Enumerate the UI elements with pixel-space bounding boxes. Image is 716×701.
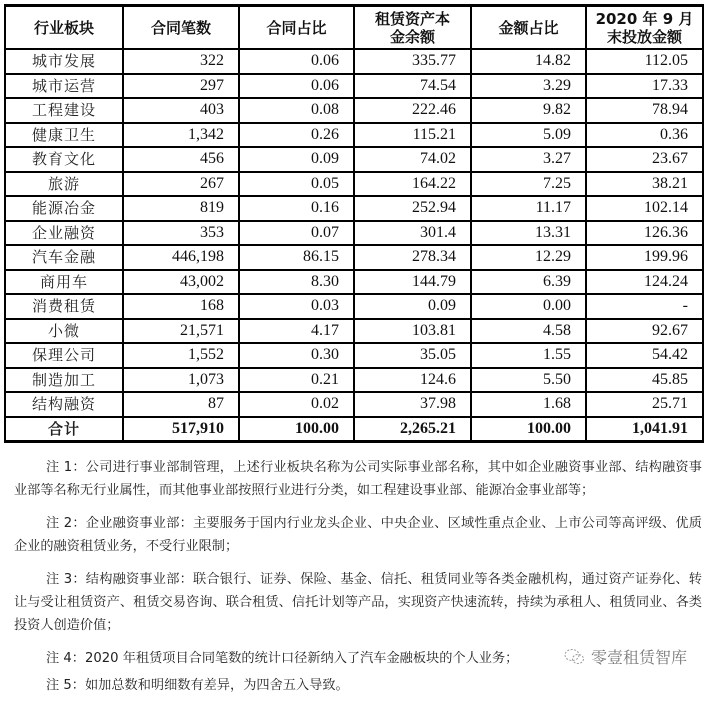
cell-balance: 335.77: [354, 49, 471, 74]
table-row: [5, 49, 703, 74]
cell-sep-2020: -: [586, 294, 703, 319]
cell-sector: 制造加工: [5, 368, 123, 393]
header-sep-2020-line1: 2020 年 9 月: [595, 9, 694, 28]
cell-contract-pct: 0.06: [239, 49, 354, 74]
cell-sep-2020: 17.33: [586, 74, 703, 99]
cell-amount-pct: 1.68: [471, 392, 586, 417]
table-row: [5, 196, 703, 221]
cell-sector: 结构融资: [5, 392, 123, 417]
cell-balance: 222.46: [354, 98, 471, 123]
cell-sep-2020: 54.42: [586, 343, 703, 368]
cell-amount-pct: 7.25: [471, 172, 586, 197]
cell-balance: 35.05: [354, 343, 471, 368]
sector-table: [4, 4, 704, 443]
table-header-row: [5, 6, 703, 50]
cell-sector: 旅游: [5, 172, 123, 197]
table-row: [5, 123, 703, 148]
cell-sep-2020: 102.14: [586, 196, 703, 221]
table-row: [5, 245, 703, 270]
cell-amount-pct: 3.27: [471, 147, 586, 172]
total-cell-amount-pct: 100.00: [471, 417, 586, 442]
header-contracts: 合同笔数: [123, 6, 239, 50]
cell-amount-pct: 5.50: [471, 368, 586, 393]
table-row: [5, 319, 703, 344]
cell-balance: 301.4: [354, 221, 471, 246]
cell-balance: 278.34: [354, 245, 471, 270]
note-2: 注 2：企业融资事业部：主要服务于国内行业龙头企业、中央企业、区域性重点企业、上市公司等高评级、优质企业的融资租赁业务，不受行业限制；: [14, 516, 702, 554]
total-cell-balance: 2,265.21: [354, 417, 471, 442]
total-cell-contracts: 517,910: [123, 417, 239, 442]
note-1: 注 1：公司进行事业部制管理，上述行业板块名称为公司实际事业部名称，其中如企业融资事业部、结构融资事业部等名称无行业属性，而其他事业部按照行业进行分类，如工程建设事业部、能源冶金事业部等；: [14, 460, 702, 498]
cell-amount-pct: 4.58: [471, 319, 586, 344]
total-cell-sep-2020: 1,041.91: [586, 417, 703, 442]
cell-sep-2020: 112.05: [586, 49, 703, 74]
wechat-icon: [563, 648, 585, 666]
cell-sector: 城市运营: [5, 74, 123, 99]
cell-contracts: 1,552: [123, 343, 239, 368]
cell-balance: 115.21: [354, 123, 471, 148]
cell-contracts: 403: [123, 98, 239, 123]
cell-contracts: 87: [123, 392, 239, 417]
cell-contracts: 353: [123, 221, 239, 246]
table-row: [5, 368, 703, 393]
cell-amount-pct: 5.09: [471, 123, 586, 148]
table-row: [5, 294, 703, 319]
cell-sep-2020: 45.85: [586, 368, 703, 393]
cell-sep-2020: 92.67: [586, 319, 703, 344]
header-balance: [354, 6, 471, 50]
table-row: [5, 392, 703, 417]
table-row: [5, 172, 703, 197]
cell-sep-2020: 0.36: [586, 123, 703, 148]
cell-contracts: 1,342: [123, 123, 239, 148]
cell-amount-pct: 13.31: [471, 221, 586, 246]
cell-amount-pct: 12.29: [471, 245, 586, 270]
cell-sector: 企业融资: [5, 221, 123, 246]
table-row: [5, 270, 703, 295]
cell-contracts: 446,198: [123, 245, 239, 270]
cell-sector: 城市发展: [5, 49, 123, 74]
cell-balance: 164.22: [354, 172, 471, 197]
header-sep-2020: [586, 6, 703, 50]
cell-contracts: 1,073: [123, 368, 239, 393]
cell-contract-pct: 0.26: [239, 123, 354, 148]
cell-contracts: 819: [123, 196, 239, 221]
cell-sector: 消费租赁: [5, 294, 123, 319]
table-row: [5, 147, 703, 172]
cell-amount-pct: 0.00: [471, 294, 586, 319]
cell-amount-pct: 1.55: [471, 343, 586, 368]
cell-amount-pct: 3.29: [471, 74, 586, 99]
cell-contract-pct: 0.05: [239, 172, 354, 197]
note-5: 注 5：如加总数和明细数有差异，为四舍五入导致。: [46, 678, 349, 693]
cell-contract-pct: 0.21: [239, 368, 354, 393]
cell-sector: 汽车金融: [5, 245, 123, 270]
table-total-row: [5, 417, 703, 442]
watermark-text: 零壹租赁智库: [591, 648, 688, 667]
cell-contracts: 456: [123, 147, 239, 172]
cell-sep-2020: 78.94: [586, 98, 703, 123]
note-4: 注 4：2020 年租赁项目合同笔数的统计口径新纳入了汽车金融板块的个人业务；: [46, 651, 519, 666]
cell-balance: 124.6: [354, 368, 471, 393]
cell-contract-pct: 0.09: [239, 147, 354, 172]
total-cell-sector: 合计: [5, 417, 123, 442]
cell-amount-pct: 9.82: [471, 98, 586, 123]
table-row: [5, 343, 703, 368]
header-amount-pct: 金额占比: [471, 6, 586, 50]
cell-contracts: 43,002: [123, 270, 239, 295]
cell-contracts: 267: [123, 172, 239, 197]
cell-sep-2020: 124.24: [586, 270, 703, 295]
cell-sep-2020: 199.96: [586, 245, 703, 270]
cell-contracts: 21,571: [123, 319, 239, 344]
total-cell-contract-pct: 100.00: [239, 417, 354, 442]
table-row: [5, 98, 703, 123]
cell-sep-2020: 25.71: [586, 392, 703, 417]
cell-contract-pct: 0.02: [239, 392, 354, 417]
header-sep-2020-line2: 末投放金额: [606, 27, 682, 46]
cell-contracts: 168: [123, 294, 239, 319]
cell-amount-pct: 6.39: [471, 270, 586, 295]
cell-sector: 健康卫生: [5, 123, 123, 148]
header-balance-line2: 金余额: [389, 27, 435, 46]
cell-balance: 103.81: [354, 319, 471, 344]
table-body: [5, 49, 703, 442]
watermark: [563, 645, 687, 668]
cell-sector: 小微: [5, 319, 123, 344]
cell-contract-pct: 4.17: [239, 319, 354, 344]
cell-sep-2020: 126.36: [586, 221, 703, 246]
cell-sector: 保理公司: [5, 343, 123, 368]
cell-sep-2020: 23.67: [586, 147, 703, 172]
cell-balance: 74.54: [354, 74, 471, 99]
sector-table-container: [4, 4, 702, 443]
cell-contracts: 322: [123, 49, 239, 74]
cell-balance: 74.02: [354, 147, 471, 172]
cell-contracts: 297: [123, 74, 239, 99]
cell-contract-pct: 0.06: [239, 74, 354, 99]
cell-contract-pct: 0.16: [239, 196, 354, 221]
cell-balance: 144.79: [354, 270, 471, 295]
cell-amount-pct: 11.17: [471, 196, 586, 221]
table-row: [5, 221, 703, 246]
table-row: [5, 74, 703, 99]
note-3: 注 3：结构融资事业部：联合银行、证券、保险、基金、信托、租赁同业等各类金融机构，通过资产证券化、转让与受让租赁资产、租赁交易咨询、联合租赁、信托计划等产品，实现资产快速流转，持续为承租人、租赁同业、各类投资人创造价值；: [14, 572, 702, 633]
cell-sector: 能源冶金: [5, 196, 123, 221]
cell-contract-pct: 0.07: [239, 221, 354, 246]
cell-contract-pct: 86.15: [239, 245, 354, 270]
cell-balance: 0.09: [354, 294, 471, 319]
header-sector: 行业板块: [5, 6, 123, 50]
cell-contract-pct: 0.08: [239, 98, 354, 123]
header-balance-line1: 租赁资产本: [374, 9, 450, 28]
cell-contract-pct: 0.03: [239, 294, 354, 319]
header-contract-pct: 合同占比: [239, 6, 354, 50]
cell-balance: 252.94: [354, 196, 471, 221]
cell-sector: 工程建设: [5, 98, 123, 123]
cell-contract-pct: 8.30: [239, 270, 354, 295]
cell-sep-2020: 38.21: [586, 172, 703, 197]
cell-balance: 37.98: [354, 392, 471, 417]
cell-sector: 商用车: [5, 270, 123, 295]
cell-contract-pct: 0.30: [239, 343, 354, 368]
cell-amount-pct: 14.82: [471, 49, 586, 74]
cell-sector: 教育文化: [5, 147, 123, 172]
